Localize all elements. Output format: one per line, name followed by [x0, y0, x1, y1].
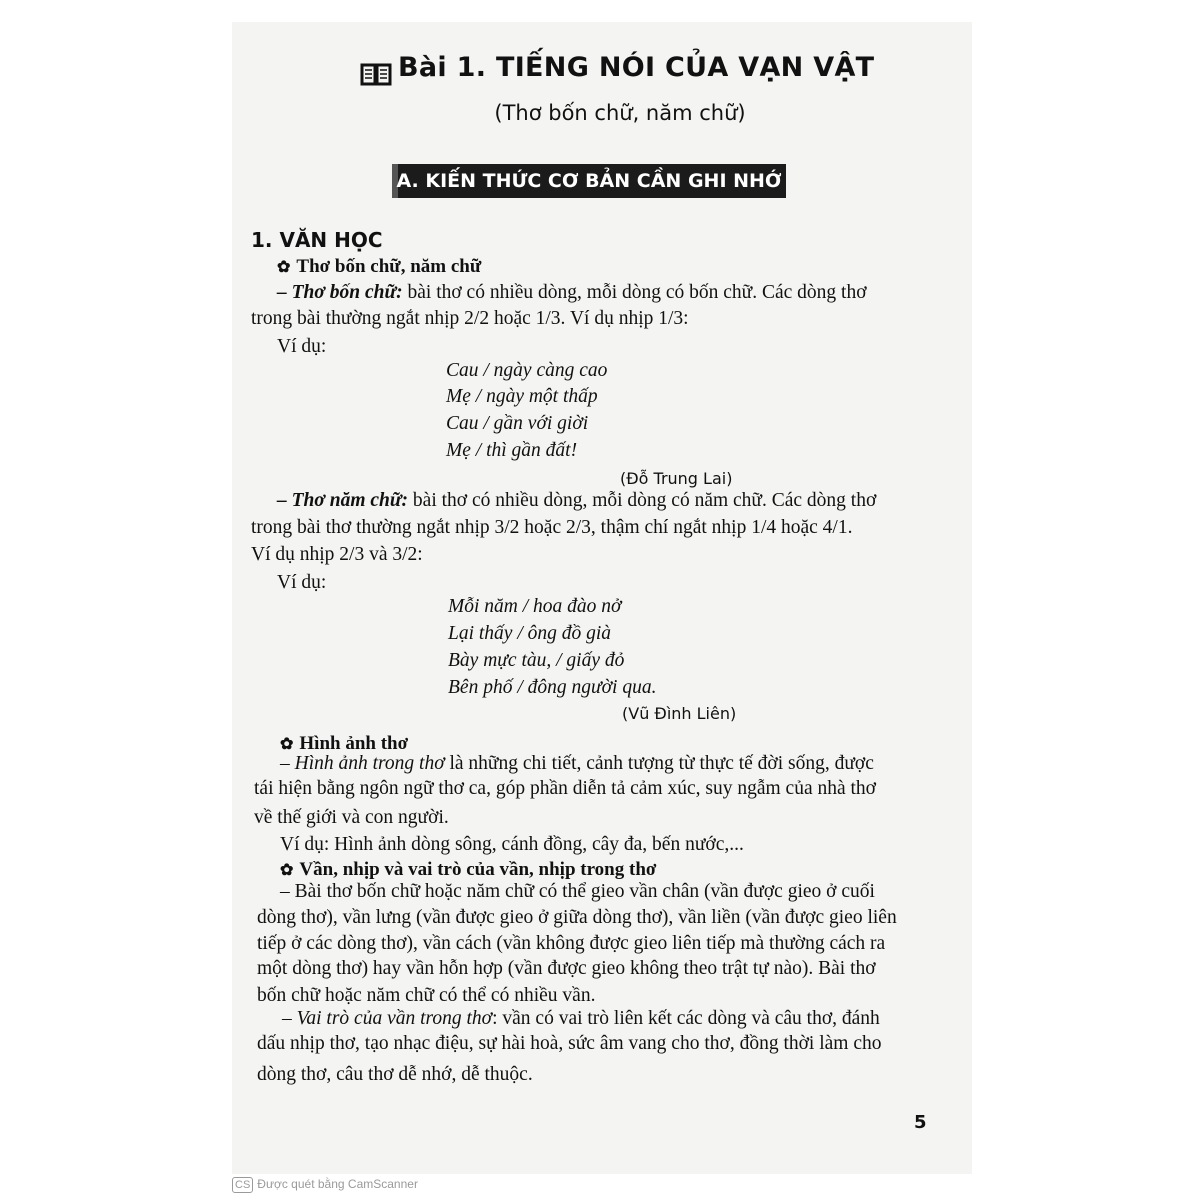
- flower-bullet-icon: ✿: [280, 862, 294, 879]
- rhyme-paragraph-line2: dòng thơ), vần lưng (vần được gieo ở giữa dòng thơ), vần liền (vần được gieo liên: [257, 907, 897, 928]
- subheading-imagery: ✿ Hình ảnh thơ: [280, 733, 409, 754]
- four-word-example-label: Ví dụ:: [277, 336, 327, 357]
- four-word-definition-line1: – Thơ bốn chữ: bài thơ có nhiều dòng, mỗi dòng có bốn chữ. Các dòng thơ: [277, 282, 867, 303]
- lesson-subtitle: (Thơ bốn chữ, năm chữ): [494, 101, 746, 125]
- section-header: [392, 164, 786, 198]
- imagery-definition-line2: tái hiện bằng ngôn ngữ thơ ca, góp phần diễn tả cảm xúc, suy ngẫm của nhà thơ: [254, 778, 876, 799]
- five-word-poem-author: (Vũ Đình Liên): [622, 704, 737, 723]
- five-word-poem-line-3: Bày mực tàu, / giấy đỏ: [448, 650, 625, 671]
- five-word-poem-line-2: Lại thấy / ông đồ già: [448, 623, 612, 644]
- five-word-poem-line-4: Bên phố / đông người qua.: [448, 677, 657, 698]
- scanner-watermark: CS Được quét bằng CamScanner: [232, 1177, 418, 1193]
- rhyme-paragraph-line5: bốn chữ hoặc năm chữ có thể có nhiều vần.: [257, 985, 596, 1006]
- rhyme-role-line3: dòng thơ, câu thơ dễ nhớ, dễ thuộc.: [257, 1064, 533, 1085]
- lesson-title: Bài 1. TIẾNG NÓI CỦA VẠN VẬT: [398, 52, 875, 83]
- four-word-poem-line-4: Mẹ / thì gần đất!: [446, 440, 578, 461]
- five-word-definition-line3: Ví dụ nhịp 2/3 và 3/2:: [251, 544, 423, 565]
- heading-literature: 1. VĂN HỌC: [251, 228, 383, 252]
- subheading-poem-forms: ✿ Thơ bốn chữ, năm chữ: [277, 256, 482, 277]
- five-word-definition-line1: – Thơ năm chữ: bài thơ có nhiều dòng, mỗi dòng có năm chữ. Các dòng thơ: [277, 490, 877, 511]
- flower-bullet-icon: ✿: [280, 736, 294, 753]
- four-word-poem-author: (Đỗ Trung Lai): [620, 469, 733, 488]
- imagery-example: Ví dụ: Hình ảnh dòng sông, cánh đồng, cây đa, bến nước,...: [280, 834, 744, 855]
- rhyme-paragraph-line3: tiếp ở các dòng thơ), vần cách (vần không được gieo liên tiếp mà thường cách ra: [257, 933, 886, 954]
- imagery-definition-line3: về thế giới và con người.: [254, 807, 449, 828]
- rhyme-role-line1: – Vai trò của vần trong thơ: vần có vai trò liên kết các dòng và câu thơ, đánh: [282, 1008, 880, 1029]
- section-header-text: A. KIẾN THỨC CƠ BẢN CẦN GHI NHỚ: [396, 170, 782, 192]
- open-book-icon: [360, 60, 392, 88]
- camscanner-logo: CS: [232, 1177, 253, 1193]
- four-word-poem-line-2: Mẹ / ngày một thấp: [446, 386, 598, 407]
- rhyme-paragraph-line1: – Bài thơ bốn chữ hoặc năm chữ có thể gieo vần chân (vần được gieo ở cuối: [280, 881, 875, 902]
- rhyme-paragraph-line4: một dòng thơ) hay vần hỗn hợp (vần được gieo không theo trật tự nào). Bài thơ: [257, 958, 876, 979]
- four-word-poem-line-3: Cau / gần với giời: [446, 413, 589, 434]
- page-number: 5: [914, 1112, 927, 1133]
- four-word-definition-line2: trong bài thường ngắt nhịp 2/2 hoặc 1/3. Ví dụ nhịp 1/3:: [251, 308, 689, 329]
- subheading-rhyme: ✿ Vần, nhịp và vai trò của vần, nhịp trong thơ: [280, 859, 657, 880]
- imagery-definition-line1: – Hình ảnh trong thơ là những chi tiết, cảnh tượng từ thực tế đời sống, được: [280, 753, 874, 774]
- five-word-definition-line2: trong bài thơ thường ngắt nhịp 3/2 hoặc 2/3, thậm chí ngắt nhịp 1/4 hoặc 4/1.: [251, 517, 853, 538]
- rhyme-role-line2: dấu nhịp thơ, tạo nhạc điệu, sự hài hoà, sức âm vang cho thơ, đồng thời làm cho: [257, 1033, 882, 1054]
- five-word-example-label: Ví dụ:: [277, 572, 327, 593]
- five-word-poem-line-1: Mỗi năm / hoa đào nở: [448, 596, 622, 617]
- four-word-poem-line-1: Cau / ngày càng cao: [446, 360, 608, 381]
- flower-bullet-icon: ✿: [277, 259, 291, 276]
